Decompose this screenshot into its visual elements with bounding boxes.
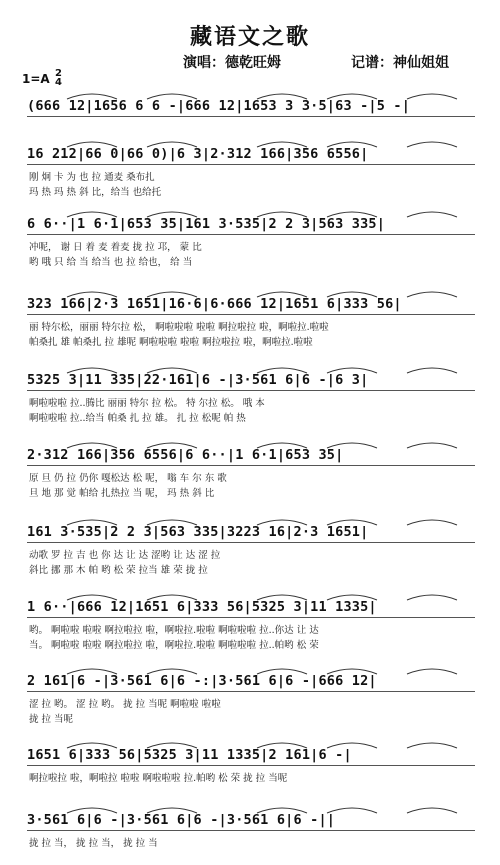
notation-line: 2 161|6 -|3·561 6|6 -:|3·561 6|6 -|666 12| [27, 673, 475, 693]
slur-arc [407, 368, 457, 373]
slur-arc [257, 808, 307, 813]
lyric-line: 啊啦啦啦 拉..给当 帕桑 扎 拉 雄。 扎 拉 松呢 帕 热 [29, 413, 246, 424]
notation-line: 1651 6|333 56|5325 3|11 1335|2 161|6 -| [27, 747, 475, 767]
song-title: 藏语文之歌 [189, 24, 310, 50]
slur-arc [327, 94, 377, 99]
slur-arc [407, 520, 457, 525]
slur-arc [147, 142, 197, 147]
slur-marks [27, 802, 475, 814]
lyric-line [29, 787, 474, 800]
slur-arc [257, 669, 307, 674]
slur-arc [147, 368, 197, 373]
slur-arc [147, 94, 197, 99]
lyric-line: 丽 特尔松，丽丽 特尔拉 松， 啊啦啦啦 啦啦 啊拉啦拉 啦，啊啦拉.啦啦 [29, 322, 329, 333]
slur-arc [147, 595, 197, 600]
lyric-line: 啊拉啦拉 啦，啊啦拉 啦啦 啊啦啦啦 拉.帕哟 松 荣 拢 拉 当呢 [29, 773, 288, 784]
slur-arc [67, 212, 117, 217]
slur-marks [27, 589, 475, 601]
notation-line: 16 212|66 0|66 0)|6 3|2·312 166|356 6556| [27, 146, 475, 166]
slur-arc [147, 212, 197, 217]
lyric-line: 当。 啊啦啦 啦啦 啊拉啦拉 啦，啊啦拉.啦啦 啊啦啦啦 拉..帕哟 松 荣 [29, 640, 319, 651]
slur-arc [257, 292, 307, 297]
notation-line: 323 166|2·3 1651|16·6|6·666 12|1651 6|333 56| [27, 296, 475, 316]
slur-arc [407, 443, 457, 448]
lyric-line: 哟 哦 只 给 当 给当 也 拉 给也， 给 当 [29, 257, 193, 268]
slur-marks [27, 206, 475, 218]
slur-marks [27, 362, 475, 374]
notation-line: (666 12|1656 6 6 -|666 12|1653 3 3·5|63 -|5 -| [27, 98, 475, 118]
lyric-line: 斜比 挪 那 木 帕 哟 松 荣 拉当 雄 荣 拢 拉 [29, 565, 208, 576]
slur-arc [257, 368, 307, 373]
time-signature-bottom: 4 [55, 77, 62, 88]
slur-arc [257, 595, 307, 600]
lyric-line: 拢 拉 当， 拢 拉 当， 拢 拉 当 [29, 838, 158, 849]
notation-line: 1 6··|666 12|1651 6|333 56|5325 3|11 1335| [27, 599, 475, 619]
slur-arc [67, 669, 117, 674]
slur-marks [27, 136, 475, 148]
lyric-line: 动歌 罗 拉 吉 也 你 达 让 达 涩哟 让 达 涩 拉 [29, 550, 221, 561]
slur-arc [147, 520, 197, 525]
slur-arc [67, 292, 117, 297]
slur-arc [407, 808, 457, 813]
slur-marks [27, 88, 475, 100]
slur-arc [147, 669, 197, 674]
slur-arc [257, 94, 307, 99]
slur-marks [27, 737, 475, 749]
slur-arc [67, 142, 117, 147]
slur-arc [67, 743, 117, 748]
slur-arc [327, 443, 377, 448]
lyric-line: 旦 地 那 觉 帕给 扎热拉 当 呢， 玛 热 斜 比 [29, 488, 215, 499]
notation-line: 5325 3|11 335|22·161|6 -|3·561 6|6 -|6 3| [27, 372, 475, 392]
slur-arc [407, 142, 457, 147]
slur-arc [327, 743, 377, 748]
slur-arc [407, 595, 457, 600]
slur-arc [257, 142, 307, 147]
slur-arc [147, 743, 197, 748]
slur-arc [407, 743, 457, 748]
slur-arc [407, 669, 457, 674]
slur-arc [67, 443, 117, 448]
slur-arc [327, 368, 377, 373]
time-signature [55, 69, 62, 87]
notation-line: 3·561 6|6 -|3·561 6|6 -|3·561 6|6 -|| [27, 812, 475, 832]
slur-arc [327, 142, 377, 147]
slur-arc [327, 212, 377, 217]
slur-arc [257, 212, 307, 217]
slur-arc [67, 368, 117, 373]
notation-line: 2·312 166|356 6556|6 6··|1 6·1|653 35| [27, 447, 475, 467]
slur-arc [327, 520, 377, 525]
slur-arc [327, 808, 377, 813]
lyric-line: 刚 炯 卡 为 也 拉 通麦 桑布扎 [29, 172, 155, 183]
slur-arc [67, 808, 117, 813]
lyric-line: 冲呢， 谢 日 着 麦 着麦 拢 拉 邛， 蒙 比 [29, 242, 202, 253]
lyric-line: 涩 拉 哟。 涩 拉 哟。 拢 拉 当呢 啊啦啦 啦啦 [29, 699, 221, 710]
slur-marks [27, 663, 475, 675]
transcriber-credit: 记谱：神仙姐姐 [351, 55, 449, 71]
slur-arc [407, 212, 457, 217]
notation-line: 161 3·535|2 2 3|563 335|3223 16|2·3 1651| [27, 524, 475, 544]
slur-arc [327, 595, 377, 600]
slur-arc [67, 520, 117, 525]
slur-arc [407, 292, 457, 297]
slur-arc [147, 292, 197, 297]
slur-marks [27, 437, 475, 449]
slur-arc [407, 94, 457, 99]
lyric-line: 原 旦 仍 拉 仍你 嘎松达 松 呢， 嗡 车 尔 东 歌 [29, 473, 227, 484]
slur-arc [327, 292, 377, 297]
slur-arc [67, 94, 117, 99]
key-signature: 1=A [22, 72, 50, 86]
slur-arc [67, 595, 117, 600]
lyric-line: 拢 拉 当呢 [29, 714, 74, 725]
lyric-line: 帕桑扎 雄 帕桑扎 拉 雄呢 啊啦啦啦 啦啦 啊拉啦拉 啦，啊啦拉.啦啦 [29, 337, 313, 348]
slur-arc [327, 669, 377, 674]
lyric-line: 玛 热 玛 热 斜 比，给当 也给托 [29, 187, 162, 198]
slur-arc [257, 743, 307, 748]
time-signature-top: 2 [55, 68, 62, 79]
slur-arc [257, 520, 307, 525]
lyric-line: 啊啦啦啦 拉..腾比 丽丽 特尔 拉 松。 特 尔拉 松。 哦 本 [29, 398, 265, 409]
lyric-line [29, 123, 474, 136]
slur-marks [27, 514, 475, 526]
lyric-line [29, 852, 474, 865]
slur-marks [27, 286, 475, 298]
slur-arc [147, 808, 197, 813]
notation-line: 6 6··|1 6·1|653 35|161 3·535|2 2 3|563 335| [27, 216, 475, 236]
lyric-line: 哟。 啊啦啦 啦啦 啊拉啦拉 啦，啊啦拉.啦啦 啊啦啦啦 拉..你达 让 达 [29, 625, 319, 636]
slur-arc [257, 443, 307, 448]
singer-credit: 演唱：德乾旺姆 [183, 55, 281, 71]
slur-arc [147, 443, 197, 448]
